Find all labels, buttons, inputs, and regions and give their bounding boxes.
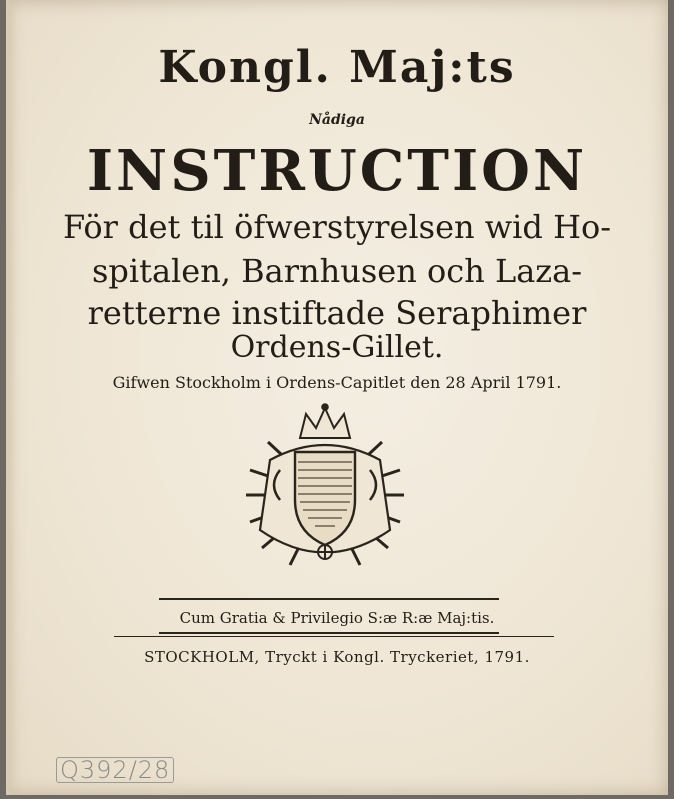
imprint-line: STOCKHOLM, Tryckt i Kongl. Tryckeriet, 1791. — [144, 648, 530, 666]
title-main: INSTRUCTION — [86, 138, 588, 204]
given-line: Gifwen Stockholm i Ordens-Capitlet den 28 April 1791. — [112, 373, 562, 392]
pencil-shelfmark — [56, 756, 174, 784]
body-line-3: retterne instiftade Seraphimer — [87, 294, 587, 332]
body-line-1: För det til öfwerstyrelsen wid Ho- — [62, 208, 612, 246]
body-line-4: Ordens-Gillet. — [230, 330, 444, 365]
shelfmark-text: Q392/28 — [56, 757, 174, 783]
rule-bottom — [114, 636, 554, 637]
rule-top — [159, 598, 499, 600]
coat-of-arms-emblem — [240, 400, 410, 575]
privilege-line: Cum Gratia & Privilegio S:æ R:æ Maj:tis. — [179, 609, 495, 627]
title-line-2: Nådiga — [309, 112, 365, 128]
rule-middle — [159, 632, 499, 634]
title-line-1: Kongl. Maj:ts — [158, 42, 516, 93]
document-page — [6, 0, 668, 795]
body-line-2: spitalen, Barnhusen och Laza- — [91, 252, 583, 290]
